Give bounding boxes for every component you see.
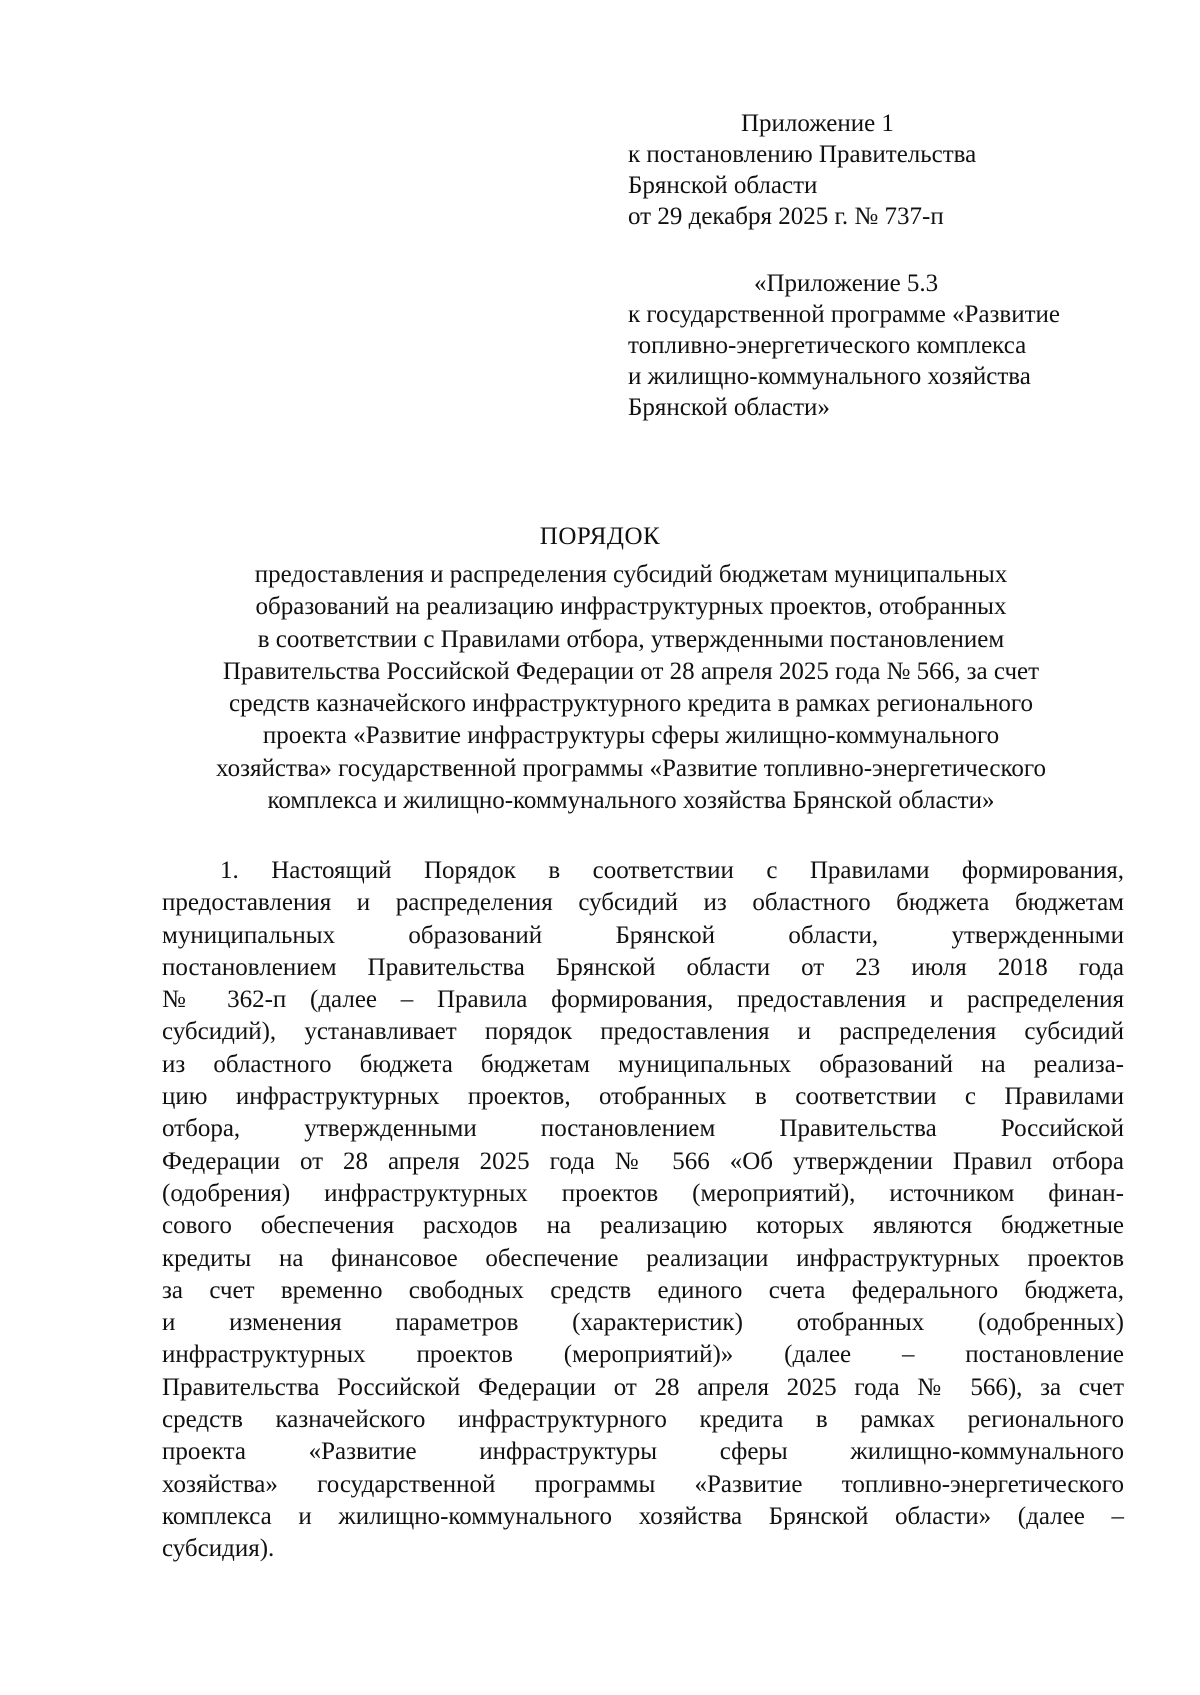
paragraph-line: инфраструктурных проектов (мероприятий)» (далее – постановление — [162, 1341, 1124, 1369]
paragraph-1 — [162, 855, 1124, 1566]
program-appendix-header — [628, 268, 1060, 423]
paragraph-line: муниципальных образований Брянской области, утвержденными — [162, 921, 1124, 949]
subtitle-line: в соответствии с Правилами отбора, утвержденными постановлением — [257, 625, 1005, 653]
appendix-title: Приложение 1 — [741, 110, 894, 137]
paragraph-line: постановлением Правительства Брянской области от 23 июля 2018 года — [162, 953, 1124, 981]
paragraph-line: отбора, утвержденными постановлением Правительства Российской — [162, 1115, 1124, 1143]
paragraph-line: 1. Настоящий Порядок в соответствии с Правилами формирования, — [220, 857, 1124, 884]
document-title: ПОРЯДОК — [539, 523, 661, 550]
subtitle-line: комплекса и жилищно-коммунального хозяйства Брянской области» — [267, 787, 995, 815]
subtitle-line: предоставления и распределения субсидий бюджетам муниципальных — [254, 561, 1008, 588]
appendix-date-number: от 29 декабря 2025 г. № 737-п — [628, 203, 944, 230]
paragraph-line: (одобрения) инфраструктурных проектов (мероприятий), источником финан- — [162, 1179, 1124, 1207]
paragraph-line: и изменения параметров (характеристик) отобранных (одобренных) — [162, 1309, 1124, 1337]
paragraph-line: за счет временно свободных средств единого счета федерального бюджета, — [162, 1276, 1124, 1304]
paragraph-line: № 362-п (далее – Правила формирования, предоставления и распределения — [162, 986, 1124, 1014]
subtitle-line: хозяйства» государственной программы «Развитие топливно-энергетического — [216, 754, 1046, 782]
subtitle-line: образований на реализацию инфраструктурных проектов, отобранных — [255, 593, 1007, 621]
program-appendix-line: к государственной программе «Развитие — [628, 301, 1060, 328]
subtitle-line: средств казначейского инфраструктурного кредита в рамках регионального — [229, 690, 1033, 718]
paragraph-line: субсидий), устанавливает порядок предоставления и распределения субсидий — [162, 1018, 1124, 1046]
program-appendix-title: «Приложение 5.3 — [754, 270, 939, 297]
paragraph-line: Федерации от 28 апреля 2025 года № 566 «Об утверждении Правил отбора — [162, 1147, 1124, 1175]
appendix-line: к постановлению Правительства — [628, 141, 977, 168]
subtitle-line: проекта «Развитие инфраструктуры сферы жилищно-коммунального — [262, 722, 1000, 750]
program-appendix-line: Брянской области» — [628, 394, 830, 421]
paragraph-line: цию инфраструктурных проектов, отобранных в соответствии с Правилами — [162, 1083, 1124, 1111]
paragraph-line: Правительства Российской Федерации от 28 апреля 2025 года № 566), за счет — [162, 1373, 1124, 1401]
paragraph-line: кредиты на финансовое обеспечение реализации инфраструктурных проектов — [162, 1244, 1124, 1272]
paragraph-line: из областного бюджета бюджетам муниципальных образований на реализа- — [162, 1050, 1124, 1078]
paragraph-line: предоставления и распределения субсидий из областного бюджета бюджетам — [162, 889, 1124, 917]
program-appendix-line: топливно-энергетического комплекса — [628, 332, 1027, 359]
program-appendix-line: и жилищно-коммунального хозяйства — [628, 363, 1031, 390]
subtitle-line: Правительства Российской Федерации от 28 апреля 2025 года № 566, за счет — [222, 657, 1040, 685]
paragraph-line: комплекса и жилищно-коммунального хозяйства Брянской области» (далее – — [162, 1502, 1124, 1530]
paragraph-line: средств казначейского инфраструктурного кредита в рамках регионального — [162, 1406, 1124, 1434]
paragraph-line: сового обеспечения расходов на реализацию которых являются бюджетные — [162, 1212, 1124, 1240]
paragraph-line: субсидия). — [162, 1535, 275, 1563]
paragraph-line: проекта «Развитие инфраструктуры сферы жилищно-коммунального — [162, 1438, 1124, 1466]
appendix-line: Брянской области — [628, 172, 818, 199]
appendix-header — [628, 108, 976, 232]
paragraph-line: хозяйства» государственной программы «Развитие топливно-энергетического — [162, 1470, 1124, 1498]
document-subtitle — [150, 559, 1112, 817]
